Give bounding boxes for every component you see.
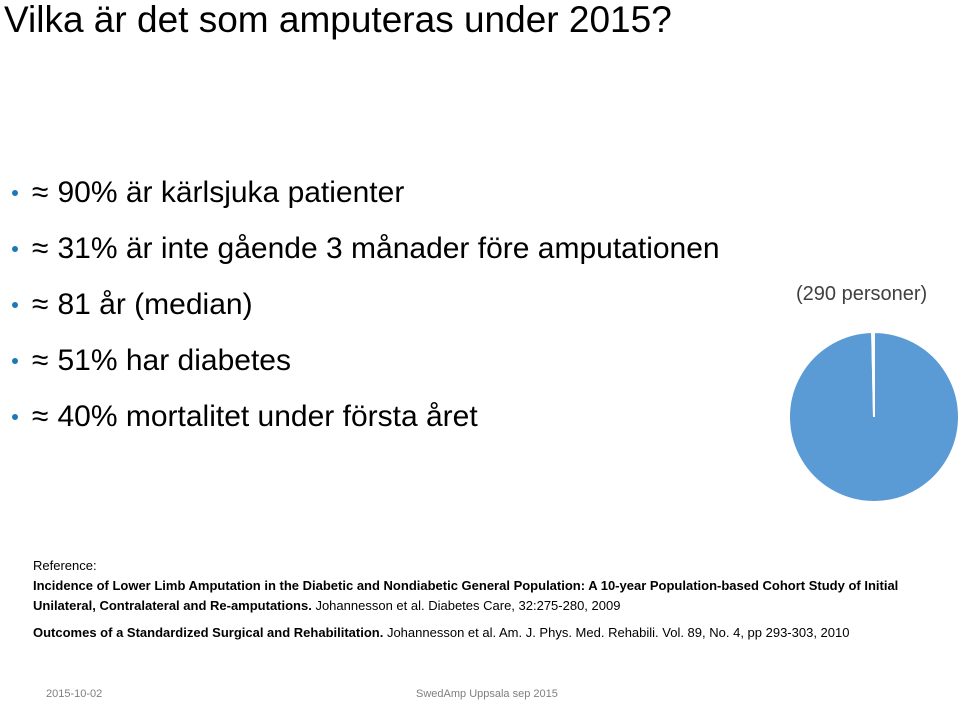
- reference-citation: Johannesson et al. Diabetes Care, 32:275-280, 2009: [311, 598, 621, 613]
- bullet-item: [12, 333, 720, 389]
- reference-citation: Johannesson et al. Am. J. Phys. Med. Rehabili. Vol. 89, No. 4, pp 293-303, 2010: [383, 625, 850, 640]
- bullet-text: 51% har diabetes: [57, 344, 291, 377]
- bullet-text: 31% är inte gående 3 månader före amputationen: [57, 232, 720, 265]
- bullet-dot-icon: [12, 414, 18, 420]
- bullet-dot-icon: [12, 358, 18, 364]
- approx-icon: ≈: [32, 288, 49, 321]
- bullet-item: [12, 165, 720, 221]
- bullet-dot-icon: [12, 246, 18, 252]
- footer-event: SwedAmp Uppsala sep 2015: [416, 688, 558, 700]
- bullet-item: [12, 277, 720, 333]
- bullet-dot-icon: [12, 190, 18, 196]
- references: [33, 556, 958, 650]
- bullet-item: [12, 389, 720, 445]
- approx-icon: ≈: [32, 176, 49, 209]
- bullet-dot-icon: [12, 302, 18, 308]
- bullet-list: [12, 165, 720, 445]
- footer-date: 2015-10-02: [46, 688, 103, 700]
- reference-label: Reference:: [33, 558, 97, 573]
- bullet-item: [12, 221, 720, 277]
- bullet-text: 90% är kärlsjuka patienter: [57, 176, 405, 209]
- pie-chart: [786, 329, 960, 505]
- pie-caption: (290 personer): [796, 283, 928, 305]
- bullet-text: 40% mortalitet under första året: [57, 400, 478, 433]
- reference-title: Outcomes of a Standardized Surgical and Rehabilitation.: [33, 625, 384, 640]
- approx-icon: ≈: [32, 344, 49, 377]
- approx-icon: ≈: [32, 232, 49, 265]
- bullet-text: 81 år (median): [57, 288, 253, 321]
- reference-item: [33, 623, 958, 643]
- approx-icon: ≈: [32, 400, 49, 433]
- reference-item: [33, 576, 958, 616]
- reference-title: Incidence of Lower Limb Amputation in the Diabetic and Nondiabetic General Population: A 10-year Population-based Cohort Study of Initial Unilateral, Contralateral and Re-amputations.: [33, 578, 899, 613]
- slide-title: Vilka är det som amputeras under 2015?: [4, 0, 672, 40]
